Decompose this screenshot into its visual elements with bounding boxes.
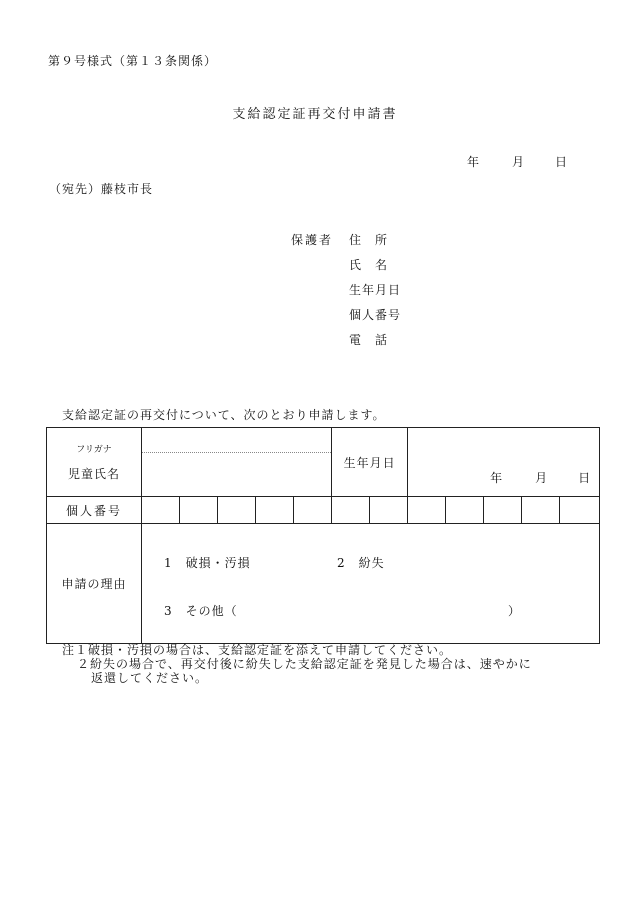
guardian-personal-number-label: 個人番号 — [349, 308, 402, 322]
furigana-label: フリガナ — [76, 445, 112, 455]
reason-other[interactable]: 3 その他（ — [164, 604, 238, 618]
child-date-month: 月 — [535, 471, 548, 485]
note-1: 注１破損・汚損の場合は、支給認定証を添えて申請してください。 — [62, 643, 453, 657]
digit-box-10[interactable] — [484, 497, 522, 524]
addressee: （宛先）藤枝市長 — [49, 182, 154, 196]
digit-box-1[interactable] — [142, 497, 180, 524]
guardian-address-label: 住 所 — [349, 233, 389, 247]
furigana-divider — [142, 452, 331, 453]
document-title: 支給認定証再交付申請書 — [232, 107, 398, 122]
digit-box-8[interactable] — [408, 497, 446, 524]
digit-box-11[interactable] — [522, 497, 560, 524]
digit-box-6[interactable] — [332, 497, 370, 524]
reason-lost[interactable]: 2 紛失 — [337, 556, 385, 570]
guardian-phone-label: 電 話 — [349, 333, 389, 347]
date-year: 年 — [467, 155, 480, 169]
digit-box-9[interactable] — [446, 497, 484, 524]
child-name-cell[interactable] — [142, 428, 332, 497]
digit-box-4[interactable] — [256, 497, 294, 524]
note-2: ２紛失の場合で、再交付後に紛失した支給認定証を発見した場合は、速やかに — [77, 657, 532, 671]
guardian-label: 保護者 — [291, 233, 334, 247]
child-name-label: 児童氏名 — [67, 467, 120, 481]
personal-number-row — [47, 497, 600, 524]
reason-damaged[interactable]: 1 破損・汚損 — [164, 556, 251, 570]
digit-box-12[interactable] — [560, 497, 600, 524]
reason-row — [47, 524, 600, 644]
reason-other-close: ） — [508, 604, 521, 618]
notes — [62, 643, 532, 685]
note-2-continued: 返還してください。 — [91, 671, 209, 685]
digit-box-3[interactable] — [218, 497, 256, 524]
application-table — [46, 427, 600, 644]
child-date-year: 年 — [490, 471, 503, 485]
child-date-day: 日 — [578, 471, 591, 485]
child-name-label-cell — [47, 428, 142, 497]
form-number: 第９号様式（第１３条関係） — [48, 54, 218, 68]
child-birthdate-cell[interactable] — [408, 428, 600, 497]
guardian-name-label: 氏 名 — [349, 258, 389, 272]
personal-number-label: 個人番号 — [47, 497, 142, 524]
child-name-row — [47, 428, 600, 497]
date-month: 月 — [512, 155, 525, 169]
date-day: 日 — [555, 155, 568, 169]
reason-label: 申請の理由 — [47, 524, 142, 644]
digit-box-7[interactable] — [370, 497, 408, 524]
reason-options-cell — [142, 524, 600, 644]
guardian-birthdate-label: 生年月日 — [349, 283, 402, 297]
digit-box-2[interactable] — [180, 497, 218, 524]
intro-statement: 支給認定証の再交付について、次のとおり申請します。 — [62, 408, 386, 422]
child-birthdate-label: 生年月日 — [332, 428, 408, 497]
digit-box-5[interactable] — [294, 497, 332, 524]
